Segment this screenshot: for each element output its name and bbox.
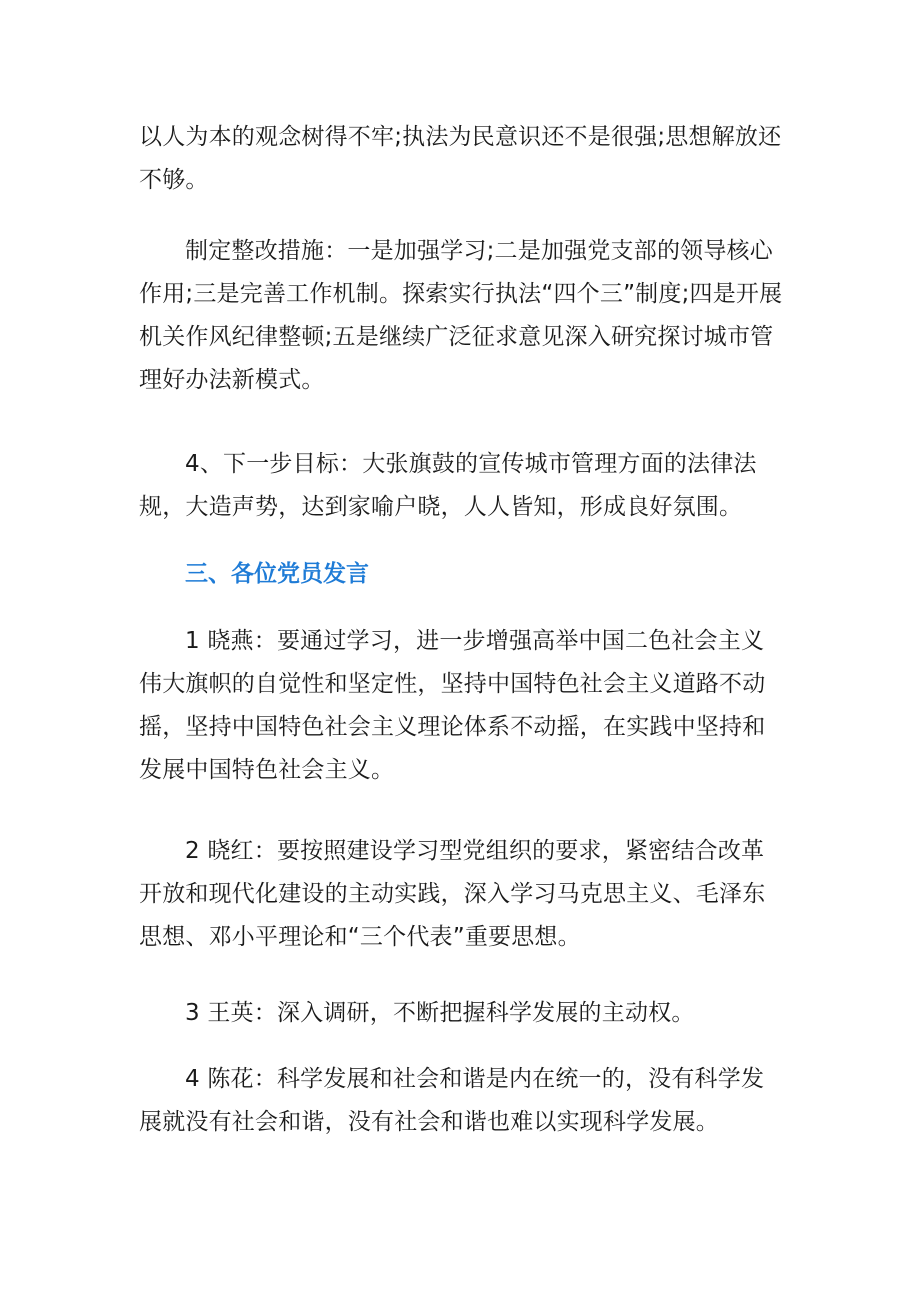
paragraph-speaker-4: 4 陈花：科学发展和社会和谐是内在统一的，没有科学发展就没有社会和谐，没有社会和谐也难以实现科学发展。 xyxy=(139,1066,765,1135)
paragraph-continuation: 以人为本的观念树得不牢;执法为民意识还不是很强;思想解放还不够。 xyxy=(139,124,782,193)
paragraph-next-goal: 4、下一步目标：大张旗鼓的宣传城市管理方面的法律法规，大造声势，达到家喻户晓，人人皆知，形成良好氛围。 xyxy=(139,451,757,520)
paragraph-rectification-measures: 制定整改措施：一是加强学习;二是加强党支部的领导核心作用;三是完善工作机制。探索实行执法“四个三”制度;四是开展机关作风纪律整顿;五是继续广泛征求意见深入研究探讨城市管理好办法新模式。 xyxy=(139,238,783,393)
paragraph-speaker-2: 2 晓红：要按照建设学习型党组织的要求，紧密结合改革开放和现代化建设的主动实践，深入学习马克思主义、毛泽东思想、邓小平理论和“三个代表”重要思想。 xyxy=(139,838,766,950)
section-heading: 三、各位党员发言 xyxy=(185,561,369,587)
paragraph-speaker-1: 1 晓燕：要通过学习，进一步增强高举中国二色社会主义伟大旗帜的自觉性和坚定性，坚持中国特色社会主义道路不动摇，坚持中国特色社会主义理论体系不动摇，在实践中坚持和发展中国特色社会主义。 xyxy=(139,628,766,783)
paragraph-speaker-3: 3 王英：深入调研，不断把握科学发展的主动权。 xyxy=(185,1000,695,1026)
